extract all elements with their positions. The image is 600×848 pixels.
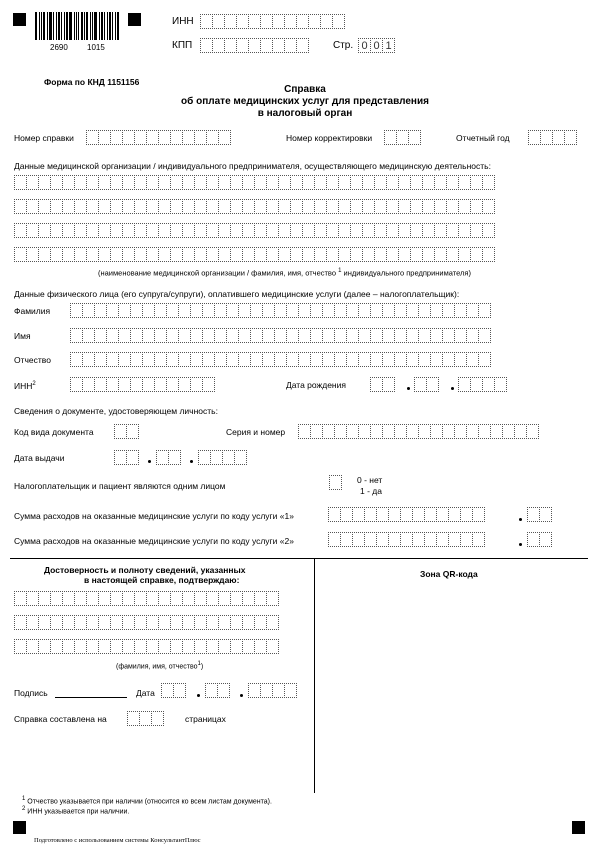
barcode-bar <box>109 12 111 40</box>
same-person-option-yes: 1 - да <box>360 486 382 496</box>
footnote-1-text: Отчество указывается при наличии (относится ко всем листам документа). <box>27 798 272 806</box>
confirm-name-row[interactable] <box>14 615 278 630</box>
amount-code1-kopecks[interactable] <box>527 507 551 522</box>
date-separator <box>451 387 454 390</box>
correction-number-label: Номер корректировки <box>286 133 373 143</box>
barcode-bar <box>76 12 77 40</box>
same-person-label: Налогоплательщик и пациент являются одним лицом <box>14 481 226 491</box>
doc-type-code-label: Код вида документа <box>14 427 94 437</box>
issue-day-cells[interactable] <box>114 450 138 465</box>
footnote-ref-1: 1 <box>338 268 342 274</box>
surname-cells[interactable] <box>70 303 490 318</box>
corner-marker-bottom-right <box>572 821 585 834</box>
barcode-bar <box>90 12 91 40</box>
barcode-bar <box>56 12 57 40</box>
input-cell[interactable] <box>482 247 495 262</box>
report-year-label: Отчетный год <box>456 133 510 143</box>
issue-date-label: Дата выдачи <box>14 453 65 463</box>
page-digit: 0 <box>370 38 383 53</box>
confirm-caption <box>116 661 203 670</box>
input-cell[interactable] <box>126 424 139 439</box>
footnote-ref-2: 2 <box>32 381 36 387</box>
confirm-day-cells[interactable] <box>161 683 185 698</box>
issue-year-cells[interactable] <box>198 450 246 465</box>
input-cell[interactable] <box>126 450 139 465</box>
barcode-bar <box>53 12 54 40</box>
same-person-option-no: 0 - нет <box>357 475 383 485</box>
qr-zone-divider <box>314 558 315 793</box>
barcode-bar <box>58 12 60 40</box>
birth-date-label: Дата рождения <box>286 380 346 390</box>
barcode-bar <box>35 12 37 40</box>
input-cell[interactable] <box>217 683 230 698</box>
input-cell[interactable] <box>478 328 491 343</box>
med-org-caption-a: (наименование медицинской организации / фамилия, имя, отчество <box>98 268 336 278</box>
med-org-row[interactable] <box>14 247 494 262</box>
corner-marker-bottom-left <box>13 821 26 834</box>
barcode-bar <box>47 12 48 40</box>
input-cell[interactable] <box>539 532 552 547</box>
barcode-bar <box>66 12 68 40</box>
patronymic-cells[interactable] <box>70 352 490 367</box>
barcode-bar <box>39 12 40 40</box>
confirm-year-cells[interactable] <box>248 683 296 698</box>
signature-line[interactable] <box>55 697 127 698</box>
footnote-1 <box>22 796 272 805</box>
date-separator <box>190 460 193 463</box>
footer-text: Подготовлено с использованием системы КонсультантПлюс <box>34 837 201 844</box>
footnote-2-text: ИНН указывается при наличии. <box>27 808 130 816</box>
patronymic-label: Отчество <box>14 355 51 365</box>
page-digit: 1 <box>382 38 395 53</box>
corner-marker-top-right <box>128 13 141 26</box>
surname-label: Фамилия <box>14 306 51 316</box>
series-number-cells[interactable] <box>298 424 538 439</box>
input-cell[interactable] <box>494 377 507 392</box>
page-label: Стр. <box>333 40 354 51</box>
corner-marker-top-left <box>13 13 26 26</box>
med-org-row[interactable] <box>14 223 494 238</box>
document-heading: Сведения о документе, удостоверяющем личность: <box>14 406 218 416</box>
header-inn-cells[interactable] <box>200 14 344 29</box>
title-line2: об оплате медицинских услуг для представления <box>181 96 429 107</box>
pages-count-cells[interactable] <box>127 711 163 726</box>
input-cell[interactable] <box>564 130 577 145</box>
barcode-bar <box>64 12 65 40</box>
signature-label: Подпись <box>14 688 48 698</box>
form-title <box>150 84 460 120</box>
footnote-ref-1: 1 <box>197 661 201 667</box>
med-org-row[interactable] <box>14 199 494 214</box>
payer-inn-label <box>14 381 36 390</box>
confirm-name-row[interactable] <box>14 591 278 606</box>
decimal-separator <box>519 543 522 546</box>
birth-year-cells[interactable] <box>458 377 506 392</box>
title-line3: в налоговый орган <box>257 108 353 119</box>
name-label: Имя <box>14 331 31 341</box>
input-cell[interactable] <box>234 450 247 465</box>
barcode-bar <box>41 12 42 40</box>
amount-code1-label: Сумма расходов на оказанные медицинские услуги по коду услуги «1» <box>14 511 294 521</box>
barcode-bar <box>86 12 88 40</box>
date-separator <box>197 694 200 697</box>
barcode-bar <box>92 12 93 40</box>
pages-suffix: страницах <box>185 714 226 724</box>
amount-code2-rubles[interactable] <box>328 532 484 547</box>
barcode-number-right: 1015 <box>87 43 105 52</box>
barcode-bar <box>94 12 97 40</box>
footnote-1-marker: 1 <box>22 796 26 802</box>
name-cells[interactable] <box>70 328 490 343</box>
header-kpp-label: КПП <box>172 40 193 51</box>
input-cell[interactable] <box>526 424 539 439</box>
payer-inn-cells[interactable] <box>70 377 214 392</box>
header-kpp-cells[interactable] <box>200 38 308 53</box>
input-cell[interactable] <box>482 175 495 190</box>
title-line1: Справка <box>284 84 326 95</box>
input-cell[interactable] <box>266 615 279 630</box>
med-org-heading: Данные медицинской организации / индивидуального предпринимателя, осуществляющего медицинскую деятельность: <box>14 161 491 171</box>
confirm-caption-end: ) <box>200 663 204 671</box>
amount-code2-label: Сумма расходов на оказанные медицинские услуги по коду услуги «2» <box>14 536 294 546</box>
input-cell[interactable] <box>173 683 186 698</box>
pages-prefix: Справка составлена на <box>14 714 107 724</box>
barcode-bar <box>107 12 108 40</box>
barcode-bar <box>81 12 83 40</box>
input-cell[interactable] <box>284 683 297 698</box>
barcode-bar <box>43 12 45 40</box>
same-person-cell[interactable] <box>329 475 341 490</box>
amount-code1-rubles[interactable] <box>328 507 484 522</box>
input-cell[interactable] <box>426 377 439 392</box>
input-cell[interactable] <box>202 377 215 392</box>
barcode-bar <box>99 12 100 40</box>
birth-day-cells[interactable] <box>370 377 394 392</box>
input-cell[interactable] <box>408 130 421 145</box>
confirm-heading-1: Достоверность и полноту сведений, указанных <box>44 565 246 575</box>
input-cell[interactable] <box>168 450 181 465</box>
barcode-bar <box>115 12 116 40</box>
barcode-bar <box>74 12 75 40</box>
input-cell[interactable] <box>478 303 491 318</box>
barcode <box>35 12 120 40</box>
barcode-bar <box>104 12 105 40</box>
barcode-bar <box>112 12 113 40</box>
barcode-bar <box>49 12 52 40</box>
page-digit: 0 <box>358 38 371 53</box>
amount-code2-kopecks[interactable] <box>527 532 551 547</box>
confirm-month-cells[interactable] <box>205 683 229 698</box>
barcode-bar <box>84 12 85 40</box>
section-divider <box>10 558 588 559</box>
barcode-bar <box>117 12 119 40</box>
header-inn-label: ИНН <box>172 16 194 27</box>
barcode-bar <box>78 12 79 40</box>
payer-inn-text: ИНН <box>14 380 33 391</box>
issue-month-cells[interactable] <box>156 450 180 465</box>
confirm-caption-text: (фамилия, имя, отчество <box>116 663 198 671</box>
doc-type-code-cells[interactable] <box>114 424 138 439</box>
input-cell[interactable] <box>482 199 495 214</box>
input-cell[interactable] <box>482 223 495 238</box>
input-cell[interactable] <box>539 507 552 522</box>
series-number-label: Серия и номер <box>226 427 286 437</box>
input-cell[interactable] <box>218 130 231 145</box>
med-org-row[interactable] <box>14 175 494 190</box>
correction-number-cells[interactable] <box>384 130 420 145</box>
input-cell[interactable] <box>478 352 491 367</box>
cert-number-label: Номер справки <box>14 133 74 143</box>
date-separator <box>407 387 410 390</box>
input-cell[interactable] <box>332 14 345 29</box>
confirm-name-row[interactable] <box>14 639 278 654</box>
cert-number-cells[interactable] <box>86 130 230 145</box>
barcode-number-left: 2690 <box>50 43 68 52</box>
input-cell[interactable] <box>296 38 309 53</box>
barcode-bar <box>61 12 62 40</box>
med-org-caption-b: индивидуального предпринимателя) <box>343 268 471 278</box>
med-org-caption <box>98 268 471 277</box>
input-cell[interactable] <box>382 377 395 392</box>
footnote-2 <box>22 806 129 815</box>
barcode-bar <box>69 12 72 40</box>
qr-zone-label: Зона QR-кода <box>420 569 478 579</box>
input-cell[interactable] <box>266 639 279 654</box>
form-code: Форма по КНД 1151156 <box>44 77 140 87</box>
report-year-cells[interactable] <box>528 130 576 145</box>
input-cell[interactable] <box>472 507 485 522</box>
input-cell[interactable] <box>151 711 164 726</box>
payer-heading: Данные физического лица (его супруга/супруги), оплатившего медицинские услуги (далее – налогоплательщик): <box>14 289 460 299</box>
input-cell[interactable] <box>266 591 279 606</box>
confirm-date-label: Дата <box>136 688 155 698</box>
footnote-2-marker: 2 <box>22 806 26 812</box>
input-cell[interactable] <box>472 532 485 547</box>
barcode-bar <box>101 12 103 40</box>
date-separator <box>240 694 243 697</box>
birth-month-cells[interactable] <box>414 377 438 392</box>
confirm-heading-2: в настоящей справке, подтверждаю: <box>84 575 240 585</box>
input-cell[interactable] <box>329 475 342 490</box>
decimal-separator <box>519 518 522 521</box>
date-separator <box>148 460 151 463</box>
page-number-cells <box>358 38 394 53</box>
